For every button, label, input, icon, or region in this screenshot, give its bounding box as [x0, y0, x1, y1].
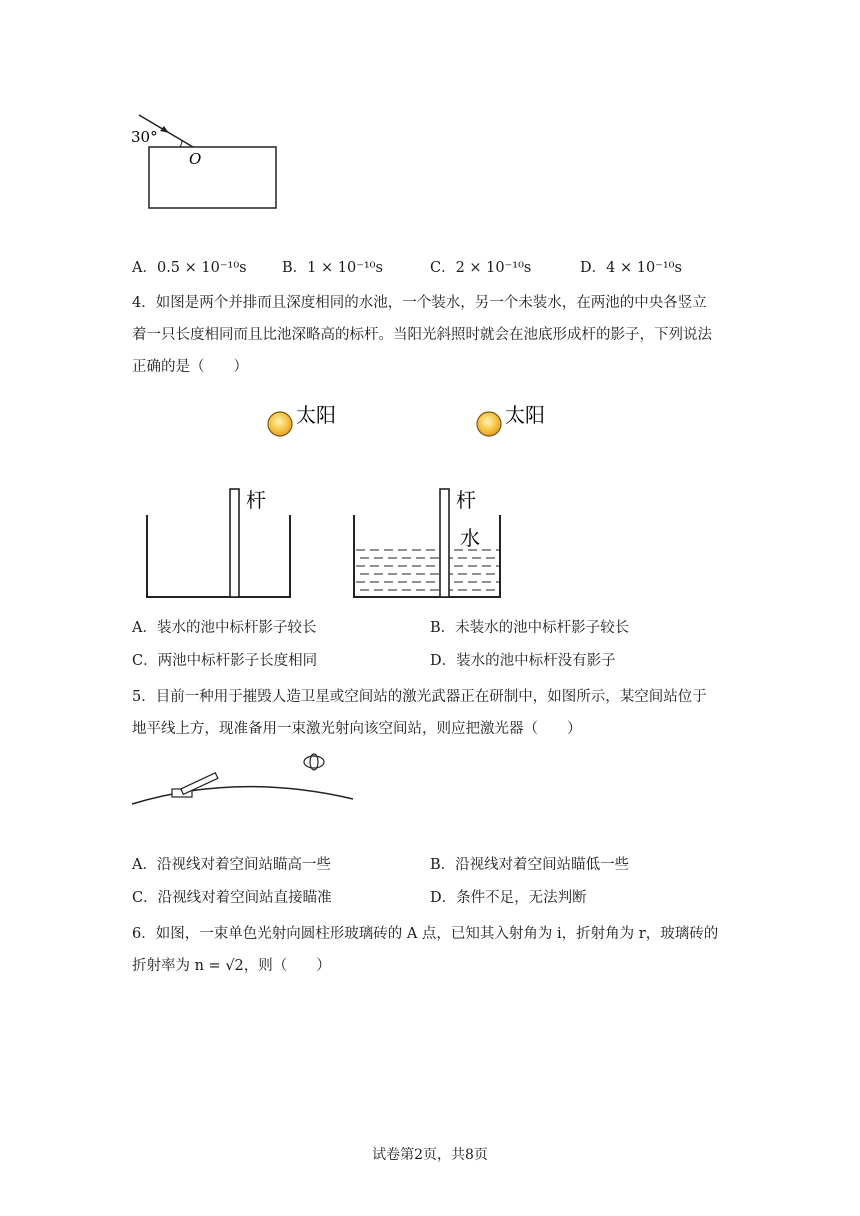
q4-option-c: C．两池中标杆影子长度相同 [132, 653, 318, 669]
sun-icon [268, 412, 292, 436]
prism-figure [125, 105, 285, 215]
pools-figure [130, 395, 545, 605]
q4-option-b: B．未装水的池中标杆影子较长 [430, 620, 630, 636]
page-footer: 试卷第2页，共8页 [372, 1147, 488, 1163]
q4-stem [132, 287, 732, 383]
angle-arc [180, 140, 182, 147]
q3-option-c: C．2 × 10⁻¹⁰s [430, 260, 532, 276]
earth-horizon [132, 787, 353, 804]
q3-option-d: D．4 × 10⁻¹⁰s [580, 260, 682, 276]
water-lines [356, 550, 500, 590]
water-label: 水 [460, 526, 480, 550]
sun-icon [477, 412, 501, 436]
q4-option-d: D．装水的池中标杆没有影子 [430, 653, 616, 669]
q5-option-b: B．沿视线对着空间站瞄低一些 [430, 857, 630, 873]
q4-stem-line-2: 着一只长度相同而且比池深略高的标杆。当阳光斜照时就会在池底形成杆的影子，下列说法 [132, 327, 712, 343]
q5-stem [132, 681, 732, 745]
rod-label: 杆 [456, 488, 476, 512]
q5-stem-line-1: 5．目前一种用于摧毁人造卫星或空间站的激光武器正在研制中，如图所示，某空间站位于 [132, 689, 707, 705]
q3-option-a: A．0.5 × 10⁻¹⁰s [132, 260, 247, 276]
glass-block [149, 147, 276, 208]
ray-arrow-icon [160, 126, 169, 133]
space-station-icon [304, 754, 324, 770]
angle-label: 30° [131, 128, 158, 146]
q6-stem [132, 918, 732, 982]
q5-option-a: A．沿视线对着空间站瞄高一些 [132, 857, 331, 873]
empty-pool [147, 515, 290, 597]
q4-stem-line-3: 正确的是（ ） [132, 359, 248, 375]
rod-left [230, 489, 239, 597]
q3-option-b: B．1 × 10⁻¹⁰s [282, 260, 383, 276]
q4-stem-line-1: 4．如图是两个并排而且深度相同的水池，一个装水，另一个未装水，在两池的中央各竖立 [132, 295, 707, 311]
laser-barrel [181, 773, 218, 794]
q5-option-c: C．沿视线对着空间站直接瞄准 [132, 890, 332, 906]
laser-figure [128, 752, 358, 812]
sun-label: 太阳 [296, 403, 336, 427]
point-o-label: O [189, 150, 202, 168]
q5-stem-line-2: 地平线上方，现准备用一束激光射向该空间站，则应把激光器（ ） [132, 721, 582, 737]
q5-option-d: D．条件不足，无法判断 [430, 890, 587, 906]
q6-stem-line-2: 折射率为 n = √2，则（ ） [132, 958, 331, 974]
sun-label: 太阳 [505, 403, 545, 427]
rod-right [440, 489, 449, 597]
q4-option-a: A．装水的池中标杆影子较长 [132, 620, 317, 636]
rod-label: 杆 [246, 488, 266, 512]
q6-stem-line-1: 6．如图，一束单色光射向圆柱形玻璃砖的 A 点，已知其入射角为 i，折射角为 r，玻璃砖的 [132, 926, 719, 942]
